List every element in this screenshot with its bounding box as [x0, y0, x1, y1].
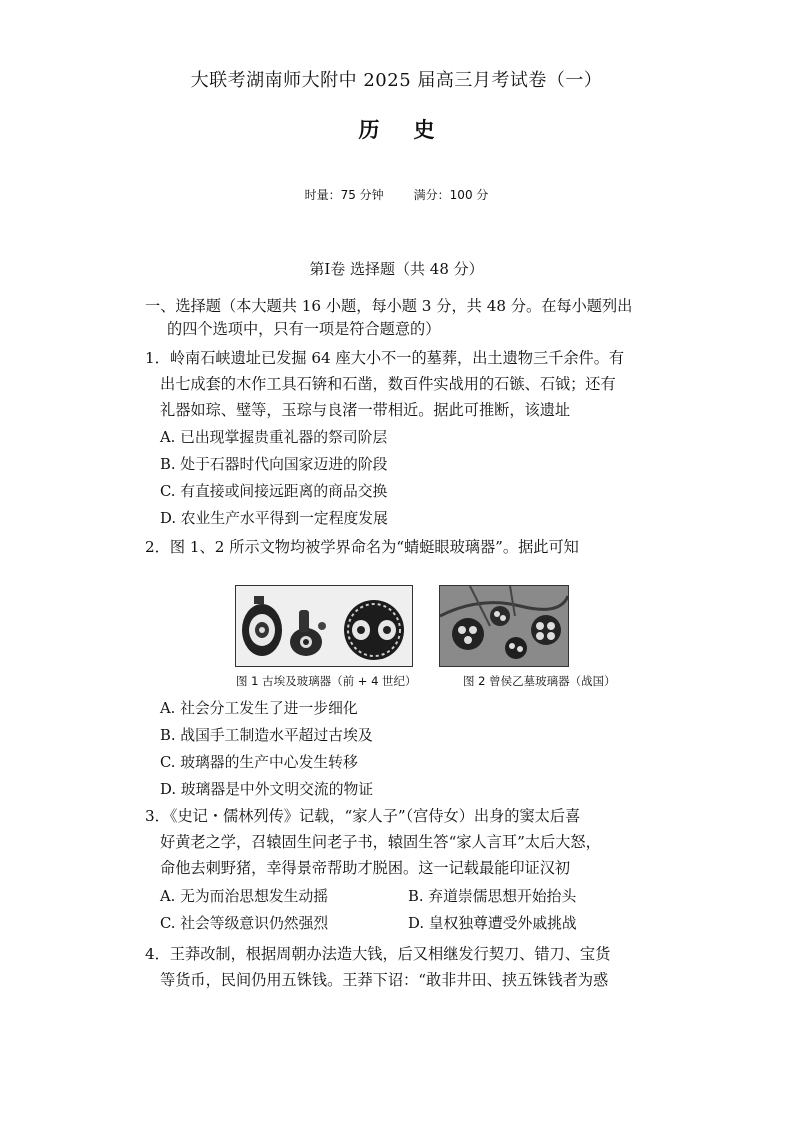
figure-2-caption: 图 2 曾侯乙墓玻璃器（战国） [463, 674, 616, 688]
q1-option-d: D. 农业生产水平得到一定程度发展 [160, 510, 388, 527]
q4-stem-line-1: 4．王莽改制，根据周朝办法造大钱，后又相继发行契刀、错刀、宝货 [145, 945, 611, 963]
q4-stem-line-2: 等货币，民间仍用五铢钱。王莽下诏：“敢非井田、挟五铢钱者为惑 [160, 971, 609, 989]
q2-option-a: A. 社会分工发生了进一步细化 [160, 700, 358, 717]
q2-option-d: D. 玻璃器是中外文明交流的物证 [160, 781, 374, 798]
q1-stem-line-3: 礼器如琮、璧等，玉琮与良渚一带相近。据此可推断，该遗址 [160, 401, 571, 419]
q3-option-b: B. 弃道崇儒思想开始抬头 [408, 888, 577, 905]
q1-stem-line-1: 1．岭南石峡遗址已发掘 64 座大小不一的墓葬，出土遗物三千余件。有 [145, 349, 625, 367]
q2-option-b: B. 战国手工制造水平超过古埃及 [160, 727, 373, 744]
figure-2-zeng-hou-yi-glass [439, 585, 569, 667]
figure-1-egyptian-glass [235, 585, 413, 667]
q3-stem-line-2: 好黄老之学，召辕固生问老子书，辕固生答“家人言耳”太后大怒， [160, 833, 601, 851]
q3-stem-line-1: 3．《史记・儒林列传》记载，“家人子”（宫侍女）出身的窦太后喜 [145, 807, 581, 825]
q3-option-c: C. 社会等级意识仍然强烈 [160, 915, 329, 932]
figure-2-image [440, 586, 568, 666]
subject-title: 历史 [358, 117, 469, 142]
q2-stem-line-1: 2．图 1、2 所示文物均被学界命名为“蜻蜓眼玻璃器”。据此可知 [145, 538, 579, 556]
exam-meta [0, 186, 793, 203]
figure-1-image [236, 586, 412, 666]
q3-option-d: D. 皇权独尊遭受外戚挑战 [408, 915, 577, 932]
instructions-line-2: 的四个选项中，只有一项是符合题意的） [167, 320, 441, 338]
figure-1-caption: 图 1 古埃及玻璃器（前 + 4 世纪） [236, 674, 417, 688]
q1-option-b: B. 处于石器时代向国家迈进的阶段 [160, 456, 388, 473]
q3-option-a: A. 无为而治思想发生动摇 [160, 888, 329, 905]
exam-title: 大联考湖南师大附中 2025 届高三月考试卷（一） [190, 70, 603, 91]
q1-option-a: A. 已出现掌握贵重礼器的祭司阶层 [160, 429, 388, 446]
section-title: 第Ⅰ卷 选择题（共 48 分） [309, 260, 484, 278]
q1-option-c: C. 有直接或间接远距离的商品交换 [160, 483, 388, 500]
instructions-line-1: 一、选择题（本大题共 16 小题，每小题 3 分，共 48 分。在每小题列出 [145, 297, 633, 315]
exam-time: 时量：75 分钟 [304, 188, 384, 202]
q2-option-c: C. 玻璃器的生产中心发生转移 [160, 754, 358, 771]
q3-stem-line-3: 命他去刺野猪，幸得景帝帮助才脱困。这一记载最能印证汉初 [160, 859, 571, 877]
exam-score: 满分：100 分 [413, 188, 489, 202]
q1-stem-line-2: 出七成套的木作工具石锛和石凿，数百件实战用的石镞、石钺；还有 [160, 375, 616, 393]
